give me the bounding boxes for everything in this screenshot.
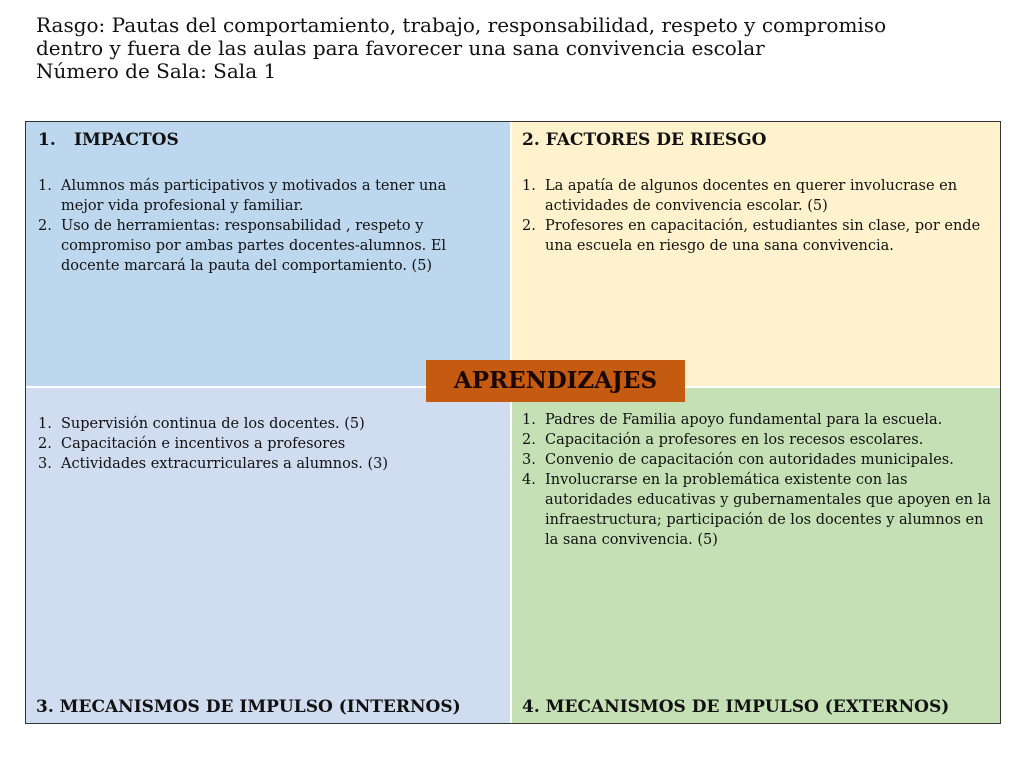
list-item xyxy=(38,216,468,276)
list-item xyxy=(522,470,992,550)
list-item xyxy=(38,414,478,434)
item-list xyxy=(522,410,992,550)
quadrant-impactos xyxy=(26,122,510,386)
trait-title-continued: dentro y fuera de las aulas para favorecer una sana convivencia escolar xyxy=(36,36,765,60)
item-number: 4. xyxy=(522,472,536,488)
item-list xyxy=(522,176,992,256)
item-list xyxy=(38,414,478,474)
item-number: 2. xyxy=(38,218,52,234)
item-text: Supervisión continua de los docentes. (5) xyxy=(61,416,365,432)
list-item xyxy=(38,434,478,454)
item-text: Actividades extracurriculares a alumnos. (3) xyxy=(61,456,389,472)
item-number: 2. xyxy=(522,432,536,448)
item-number: 1. xyxy=(522,412,536,428)
list-item xyxy=(38,454,478,474)
list-item xyxy=(522,216,992,256)
quadrant-title: 4. MECANISMOS DE IMPULSO (EXTERNOS) xyxy=(522,697,950,717)
quadrant-impulso-internos xyxy=(26,388,510,723)
list-item xyxy=(522,410,992,430)
item-text: Profesores en capacitación, estudiantes sin clase, por ende una escuela en riesgo de una sana convivencia. xyxy=(545,218,981,254)
list-item xyxy=(522,450,992,470)
item-number: 2. xyxy=(38,436,52,452)
quadrant-impulso-externos xyxy=(512,388,1000,723)
list-item xyxy=(522,176,992,216)
item-text: Capacitación a profesores en los recesos escolares. xyxy=(545,432,924,448)
item-text: Alumnos más participativos y motivados a tener una mejor vida profesional y familiar. xyxy=(61,178,447,214)
room-number: Número de Sala: Sala 1 xyxy=(36,59,277,83)
item-text: Convenio de capacitación con autoridades municipales. xyxy=(545,452,954,468)
item-text: Capacitación e incentivos a profesores xyxy=(61,436,346,452)
item-number: 3. xyxy=(522,452,536,468)
item-text: La apatía de algunos docentes en querer involucrase en actividades de convivencia escolar. (5) xyxy=(545,178,958,214)
item-number: 1. xyxy=(38,178,52,194)
item-text: Uso de herramientas: responsabilidad , respeto y compromiso por ambas partes docentes-alumnos. El docente marcará la pauta del comportamiento. (5) xyxy=(61,218,447,274)
list-item xyxy=(38,176,468,216)
quadrant-number: 1. xyxy=(38,130,56,150)
quadrant-title: 2. FACTORES DE RIESGO xyxy=(522,130,767,150)
quadrant-factores-de-riesgo xyxy=(512,122,1000,386)
quadrant-grid xyxy=(25,121,1001,724)
aprendizajes-badge: APRENDIZAJES xyxy=(426,360,685,402)
page-header xyxy=(36,14,996,83)
item-number: 2. xyxy=(522,218,536,234)
item-list xyxy=(38,176,468,276)
quadrant-title: 3. MECANISMOS DE IMPULSO (INTERNOS) xyxy=(36,697,461,717)
list-item xyxy=(522,430,992,450)
item-text: Involucrarse en la problemática existente con las autoridades educativas y gubernamentales que apoyen en la infraestructura; participación de los docentes y alumnos en la sana convivencia. (5) xyxy=(545,472,991,548)
item-text: Padres de Familia apoyo fundamental para la escuela. xyxy=(545,412,943,428)
trait-title: Rasgo: Pautas del comportamiento, trabajo, responsabilidad, respeto y compromiso xyxy=(36,13,887,37)
item-number: 3. xyxy=(38,456,52,472)
item-number: 1. xyxy=(38,416,52,432)
item-number: 1. xyxy=(522,178,536,194)
quadrant-title xyxy=(38,130,179,150)
quadrant-title-text: IMPACTOS xyxy=(74,130,179,150)
